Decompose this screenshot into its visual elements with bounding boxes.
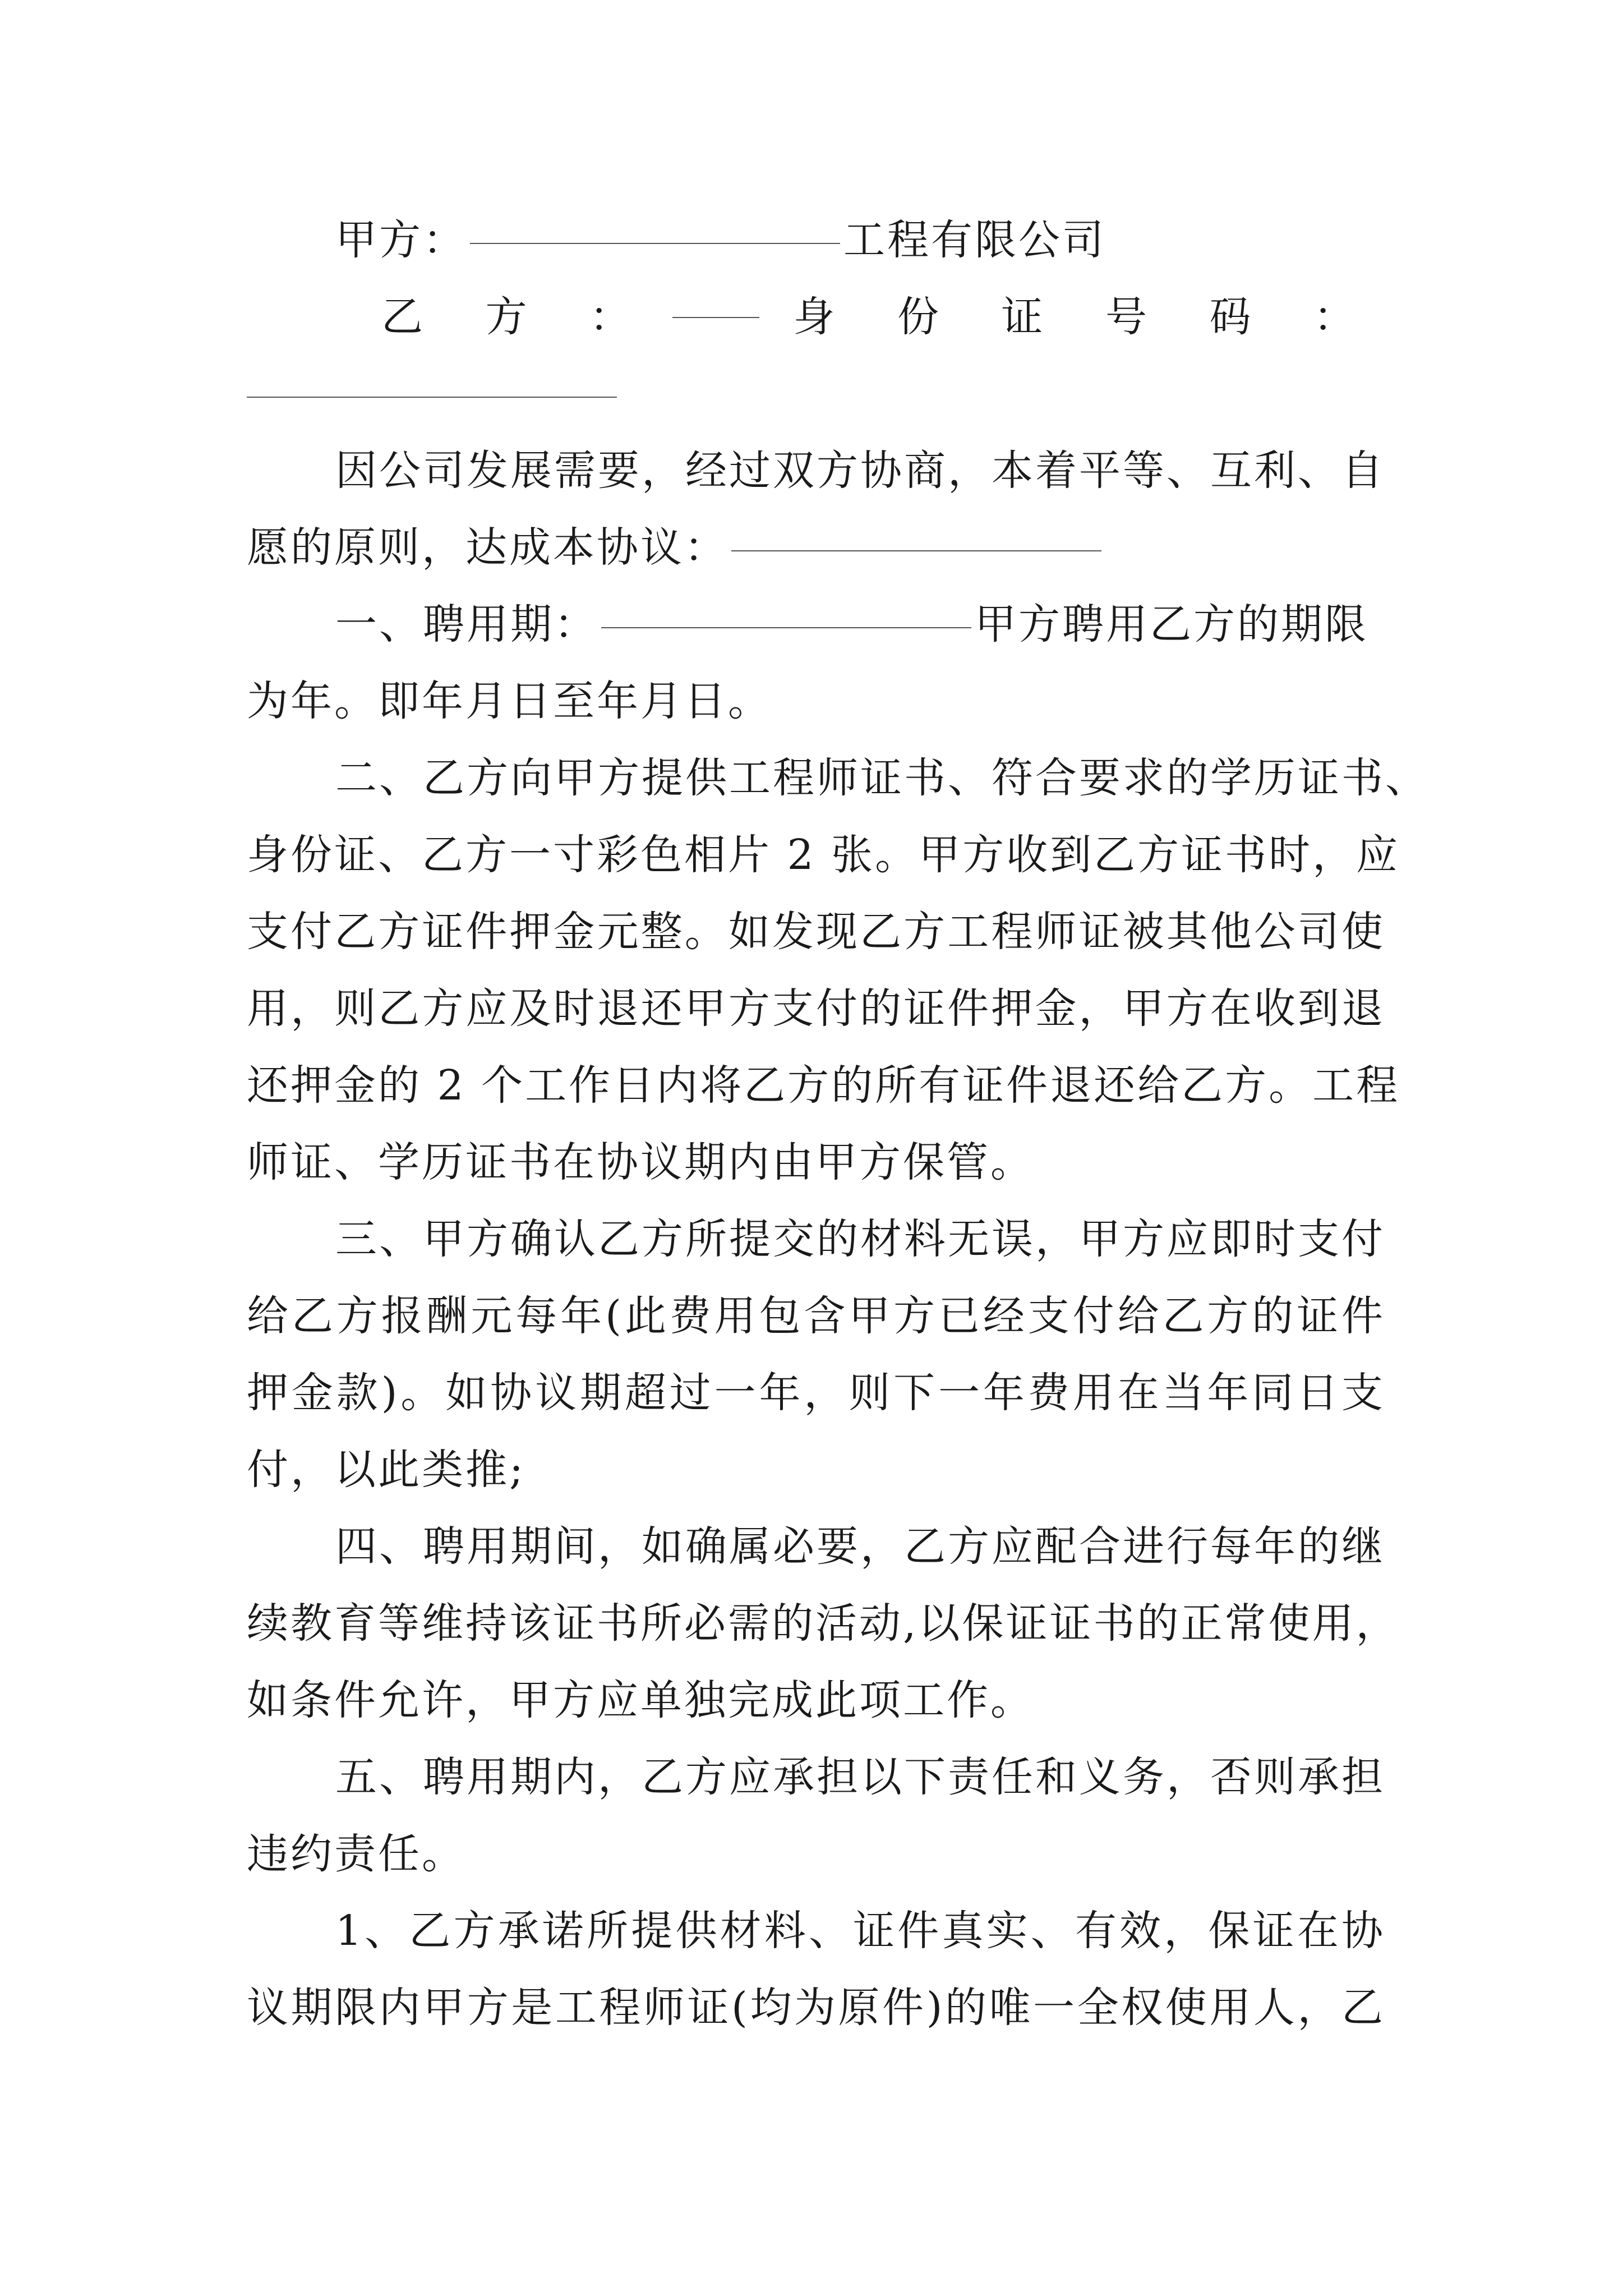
party-a-name-blank: [470, 242, 840, 244]
party-b-id-blank: [247, 396, 617, 398]
clause-3-line: 给乙方报酬元每年(此费用包含甲方已经支付给乙方的证件: [247, 1292, 1385, 1340]
party-a-label: 甲方：: [335, 216, 467, 264]
party-b-id-line: [247, 356, 1385, 432]
clause-2-line: 二、乙方向甲方提供工程师证书、符合要求的学历证书、: [335, 754, 1429, 802]
clause-3-line: 三、甲方确认乙方所提交的材料无误，甲方应即时支付: [335, 1215, 1385, 1263]
clause-3-line: 付，以此类推;: [247, 1446, 525, 1494]
clause-2-line: 还押金的 2 个工作日内将乙方的所有证件退还给乙方。工程: [247, 1061, 1400, 1110]
clause-1-suffix: 甲方聘用乙方的期限: [975, 600, 1368, 648]
clause-2-line: 师证、学历证书在协议期内由甲方保管。: [247, 1138, 1034, 1186]
party-b-line: [247, 279, 1385, 356]
item-1-line: 1、乙方承诺所提供材料、证件真实、有效，保证在协: [335, 1907, 1385, 1955]
clause-1-blank: [601, 627, 971, 628]
clause-5-line: 违约责任。: [247, 1830, 465, 1878]
clause-2-line: 身份证、乙方一寸彩色相片 2 张。甲方收到乙方证书时，应: [247, 831, 1400, 879]
intro-blank: [731, 550, 1101, 551]
party-b-name-blank: [672, 316, 759, 318]
clause-5-line: 五、聘用期内，乙方应承担以下责任和义务，否则承担: [335, 1753, 1385, 1801]
clause-1-prefix: 一、聘用期：: [335, 600, 598, 648]
clause-4-line: 续教育等维持该证书所必需的活动,以保证证书的正常使用，: [247, 1599, 1400, 1648]
clause-1-line-2: 为年。即年月日至年月日。: [247, 677, 772, 725]
clause-2-line: 用，则乙方应及时退还甲方支付的证件押金，甲方在收到退: [247, 984, 1385, 1033]
clause-1-line-1: [247, 586, 1385, 663]
party-b-label: 乙 方 ：: [381, 293, 656, 341]
clause-3-line: 押金款)。如协议期超过一年，则下一年费用在当年同日支: [247, 1369, 1385, 1417]
intro-line-2: [247, 509, 1385, 586]
clause-4-line: 四、聘用期间，如确属必要，乙方应配合进行每年的继: [335, 1522, 1385, 1571]
party-a-line: [247, 202, 1385, 279]
contract-document: [247, 202, 1429, 2046]
item-1-line: 议期限内甲方是工程师证(均为原件)的唯一全权使用人，乙: [247, 1984, 1385, 2032]
party-b-id-label: 身 份 证 号 码 ：: [793, 293, 1380, 341]
clause-2-line: 支付乙方证件押金元整。如发现乙方工程师证被其他公司使: [247, 908, 1385, 956]
intro-line-2-text: 愿的原则，达成本协议：: [247, 523, 728, 572]
clause-4-line: 如条件允许，甲方应单独完成此项工作。: [247, 1676, 1034, 1724]
intro-line-1: 因公司发展需要，经过双方协商，本着平等、互利、自: [335, 447, 1385, 495]
party-a-suffix: 工程有限公司: [843, 216, 1106, 264]
